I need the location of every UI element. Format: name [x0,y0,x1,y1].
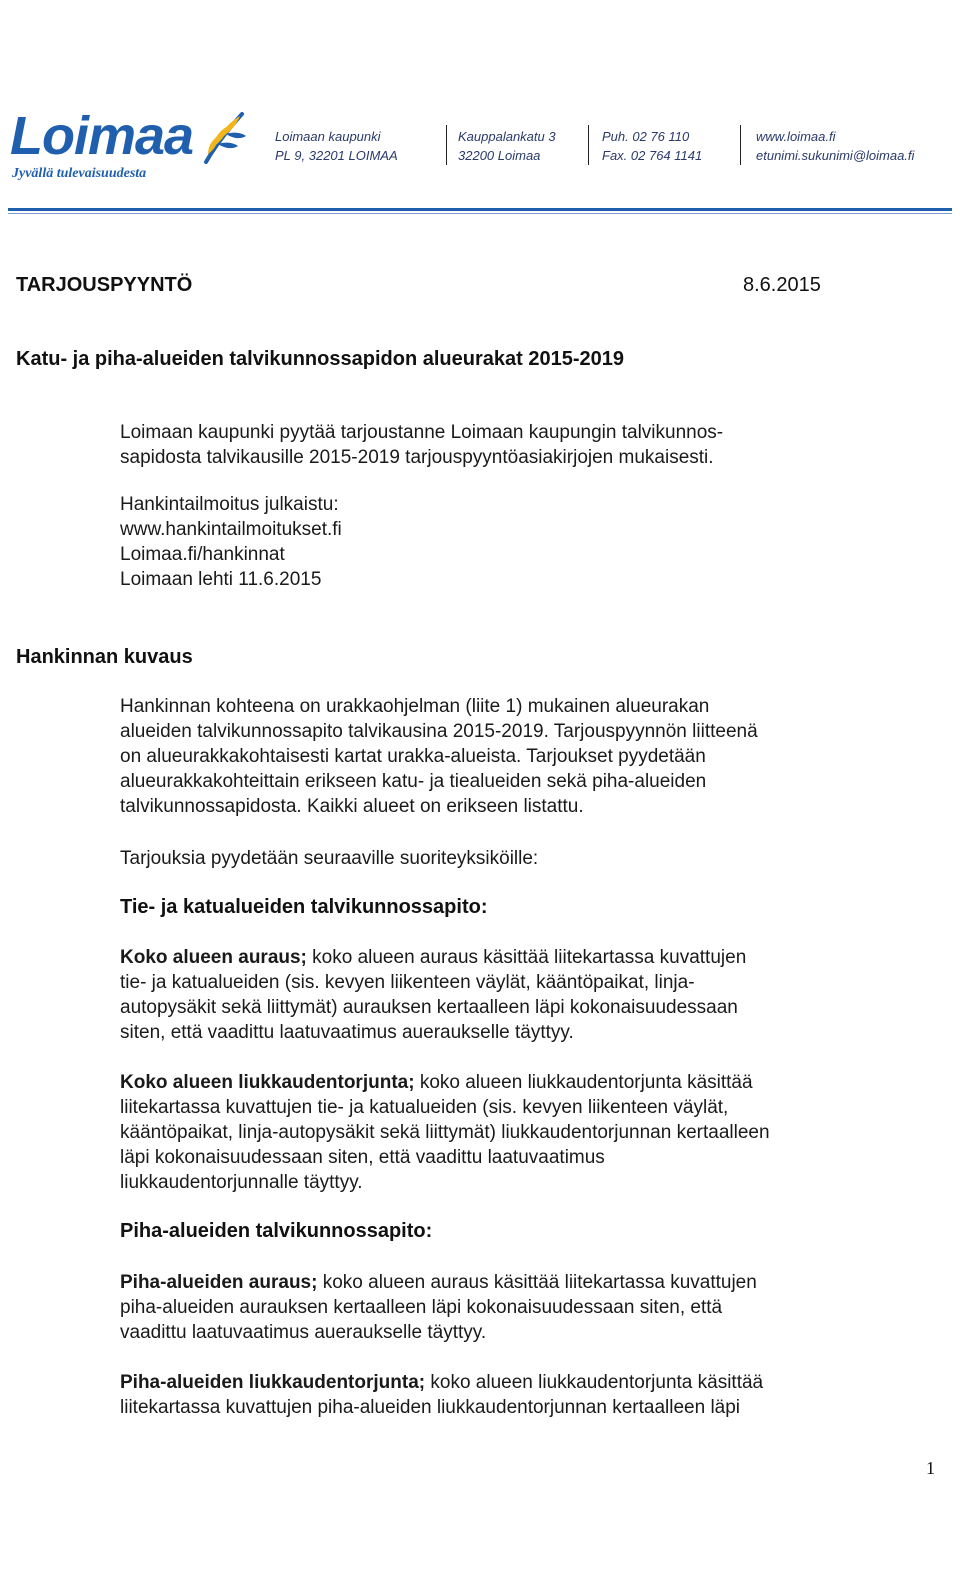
term-description: koko alueen auraus käsittää liitekartassa kuvattujen [317,1272,757,1293]
logo-wordmark: Loimaa [10,106,194,166]
document-date: 8.6.2015 [743,274,821,296]
loimaa-logo [10,106,246,186]
yard-maintenance-heading: Piha-alueiden talvikunnossapito: [120,1220,433,1242]
letterhead-address-street [458,127,556,165]
letterhead-divider [446,125,447,165]
letterhead-address-postal [275,127,398,165]
letterhead-line: Puh. 02 76 110 [602,129,690,144]
road-antiskid-paragraph [120,1070,940,1195]
text-line: talvikunnossapidosta. Kaikki alueet on erikseen listattu. [120,796,584,817]
text-line: Loimaan kaupunki pyytää tarjoustanne Loimaan kaupungin talvikunnos- [120,422,724,443]
letterhead-line: 32200 Loimaa [458,148,541,163]
letterhead-phone [602,127,702,165]
notice-block [120,492,940,592]
letterhead-line: Kauppalankatu 3 [458,129,556,144]
text-line: www.hankintailmoitukset.fi [120,519,342,540]
text-line: Loimaan lehti 11.6.2015 [120,569,322,590]
term-description: koko alueen auraus käsittää liitekartassa kuvattujen [306,947,747,968]
yard-antiskid-paragraph [120,1370,940,1420]
text-line: liitekartassa kuvattujen tie- ja katualueiden (sis. kevyen liikenteen väylät, [120,1097,729,1118]
yard-plowing-paragraph [120,1270,940,1345]
term-label: Koko alueen auraus; [120,947,307,968]
text-line: autopysäkit sekä liittymät) aurauksen kertaalleen läpi kokonaisuudessaan [120,997,738,1018]
text-line: sapidosta talvikausille 2015-2019 tarjouspyyntöasiakirjojen mukaisesti. [120,447,714,468]
letterhead-divider [588,125,589,165]
text-line: liukkaudentorjunnalle täyttyy. [120,1172,363,1193]
document-title: Katu- ja piha-alueiden talvikunnossapidon alueurakat 2015-2019 [16,348,624,370]
text-line: liitekartassa kuvattujen piha-alueiden liukkaudentorjunnan kertaalleen läpi [120,1397,741,1418]
page-number: 1 [926,1458,935,1478]
text-line: piha-alueiden aurauksen kertaalleen läpi kokonaisuudessaan siten, että [120,1297,723,1318]
text-line: tie- ja katualueiden (sis. kevyen liikenteen väylät, kääntöpaikat, linja- [120,972,695,993]
road-plowing-paragraph [120,945,940,1045]
text-line: alueurakkakohteittain erikseen katu- ja tiealueiden sekä piha-alueiden [120,771,707,792]
text-line: kääntöpaikat, linja-autopysäkit sekä liittymät) liukkaudentorjunnan kertaalleen [120,1122,770,1143]
letterhead-rule-thin [8,213,952,214]
letterhead-line: Loimaan kaupunki [275,129,381,144]
text-line [120,1370,940,1395]
section-heading: Hankinnan kuvaus [16,646,193,668]
road-maintenance-heading: Tie- ja katualueiden talvikunnossapito: [120,896,488,918]
text-line: Loimaa.fi/hankinnat [120,544,285,565]
term-label: Koko alueen liukkaudentorjunta; [120,1072,415,1093]
text-line: on alueurakkakohtaisesti kartat urakka-alueista. Tarjoukset pyydetään [120,746,706,767]
description-paragraph [120,694,940,819]
term-label: Piha-alueiden auraus; [120,1272,318,1293]
letterhead-line: etunimi.sukunimi@loimaa.fi [756,148,915,163]
letterhead-line: PL 9, 32201 LOIMAA [275,148,398,163]
text-line: Tarjouksia pyydetään seuraaville suoriteyksiköille: [120,848,539,869]
letterhead-line: Fax. 02 764 1141 [602,148,703,163]
letterhead-divider [740,125,741,165]
text-line: vaadittu laatuvaatimus aueraukselle täyttyy. [120,1322,487,1343]
text-line: alueiden talvikunnossapito talvikausina 2015-2019. Tarjouspyynnön liitteenä [120,721,758,742]
offers-intro [120,846,940,871]
text-line [120,1070,940,1095]
text-line [120,1270,940,1295]
letterhead-line: www.loimaa.fi [756,129,836,144]
text-line: Hankintailmoitus julkaistu: [120,494,339,515]
letterhead-rule [8,208,952,211]
text-line: siten, että vaadittu laatuvaatimus aueraukselle täyttyy. [120,1022,574,1043]
logo-tagline: Jyvällä tulevaisuudesta [12,166,147,181]
text-line [120,945,940,970]
term-label: Piha-alueiden liukkaudentorjunta; [120,1372,426,1393]
text-line: läpi kokonaisuudessaan siten, että vaadittu laatuvaatimus [120,1147,605,1168]
term-description: koko alueen liukkaudentorjunta käsittää [425,1372,764,1393]
term-description: koko alueen liukkaudentorjunta käsittää [414,1072,753,1093]
letterhead-web [756,127,914,165]
intro-paragraph [120,420,940,470]
text-line: Hankinnan kohteena on urakkaohjelman (liite 1) mukainen alueurakan [120,696,710,717]
wheat-sheaf-icon [196,110,248,166]
document-type: TARJOUSPYYNTÖ [16,274,193,296]
